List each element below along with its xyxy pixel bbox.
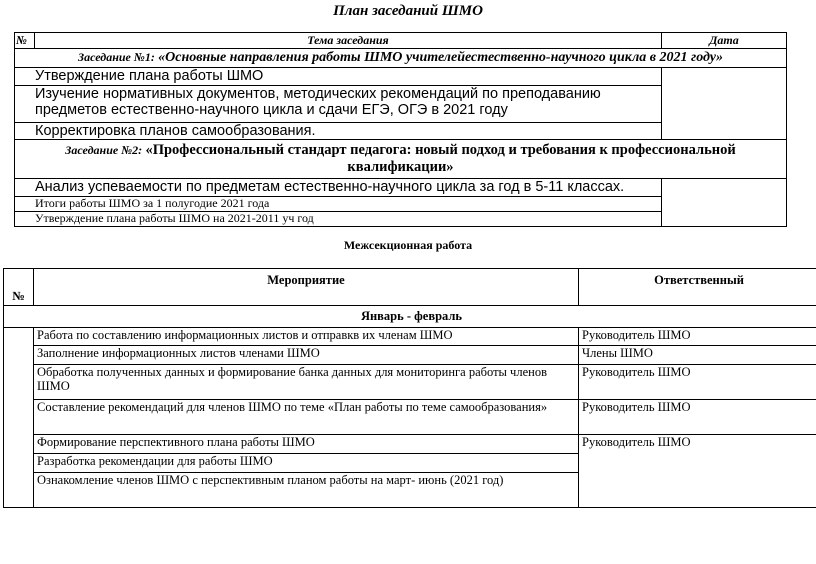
num-cell [4, 328, 34, 508]
session-2-item [15, 179, 787, 197]
header-num: № [15, 33, 35, 49]
session-2-title: «Профессиональный стандарт педагога: новый подход и требования к профессиональной квалификации» [145, 142, 736, 176]
responsible-cell: Руководитель ШМО [579, 435, 816, 508]
section-title: Межсекционная работа [343, 238, 473, 252]
event-cell: Разработка рекомендации для работы ШМО [34, 454, 579, 473]
session-1-item-1: Утверждение плана работы ШМО [15, 68, 662, 86]
meetings-table [14, 32, 787, 227]
meetings-header-row [15, 33, 787, 49]
event-cell: Заполнение информационных листов членами ШМО [34, 346, 579, 365]
table-row [4, 346, 816, 365]
session-1-item-2: Изучение нормативных документов, методических рекомендаций по преподаванию предметов естественно-научного цикла и сдачи ЕГЭ, ОГЭ в 2021 году [15, 85, 662, 122]
table-row [4, 328, 816, 346]
activities-table [3, 268, 816, 508]
session-2-item-2: Итоги работы ШМО за 1 полугодие 2021 года [15, 197, 662, 212]
event-cell: Составление рекомендаций для членов ШМО по теме «План работы по теме самообразования» [34, 400, 579, 435]
session-1-item [15, 68, 787, 86]
header-topic: Тема заседания [35, 33, 662, 49]
session-2-item-1: Анализ успеваемости по предметам естественно-научного цикла за год в 5-11 классах. [15, 179, 662, 197]
session-1-item-3: Корректировка планов самообразования. [15, 122, 662, 140]
session-1-date [662, 68, 787, 140]
session-2-row [15, 140, 787, 179]
session-2-label: Заседание №2: [65, 143, 143, 158]
responsible-cell: Руководитель ШМО [579, 400, 816, 435]
header-num: № [4, 269, 34, 306]
session-1-row [15, 49, 787, 68]
session-1-heading [15, 49, 787, 68]
header-event: Мероприятие [34, 269, 579, 306]
responsible-cell: Руководитель ШМО [579, 365, 816, 400]
header-date: Дата [662, 33, 787, 49]
header-responsible: Ответственный [579, 269, 816, 306]
month-label: Январь - февраль [4, 306, 816, 328]
session-2-date [662, 179, 787, 226]
session-2-item-3: Утверждение плана работы ШМО на 2021-2011 уч год [15, 211, 662, 226]
event-cell: Обработка полученных данных и формирование банка данных для мониторинга работы членов ШМО [34, 365, 579, 400]
responsible-cell: Члены ШМО [579, 346, 816, 365]
table-row [4, 365, 816, 400]
table-row [4, 435, 816, 454]
activities-header-row [4, 269, 816, 306]
session-2-heading [15, 140, 787, 179]
event-cell: Ознакомление членов ШМО с перспективным планом работы на март- июнь (2021 год) [34, 473, 579, 508]
page-title: План заседаний ШМО [333, 3, 483, 19]
event-cell: Работа по составлению информационных листов и отправкв их членам ШМО [34, 328, 579, 346]
event-cell: Формирование перспективного плана работы ШМО [34, 435, 579, 454]
table-row [4, 400, 816, 435]
session-1-title: «Основные направления работы ШМО учителейестественно-научного цикла в 2021 году» [158, 50, 724, 65]
responsible-cell: Руководитель ШМО [579, 328, 816, 346]
session-1-label: Заседание №1: [77, 50, 155, 64]
month-row [4, 306, 816, 328]
